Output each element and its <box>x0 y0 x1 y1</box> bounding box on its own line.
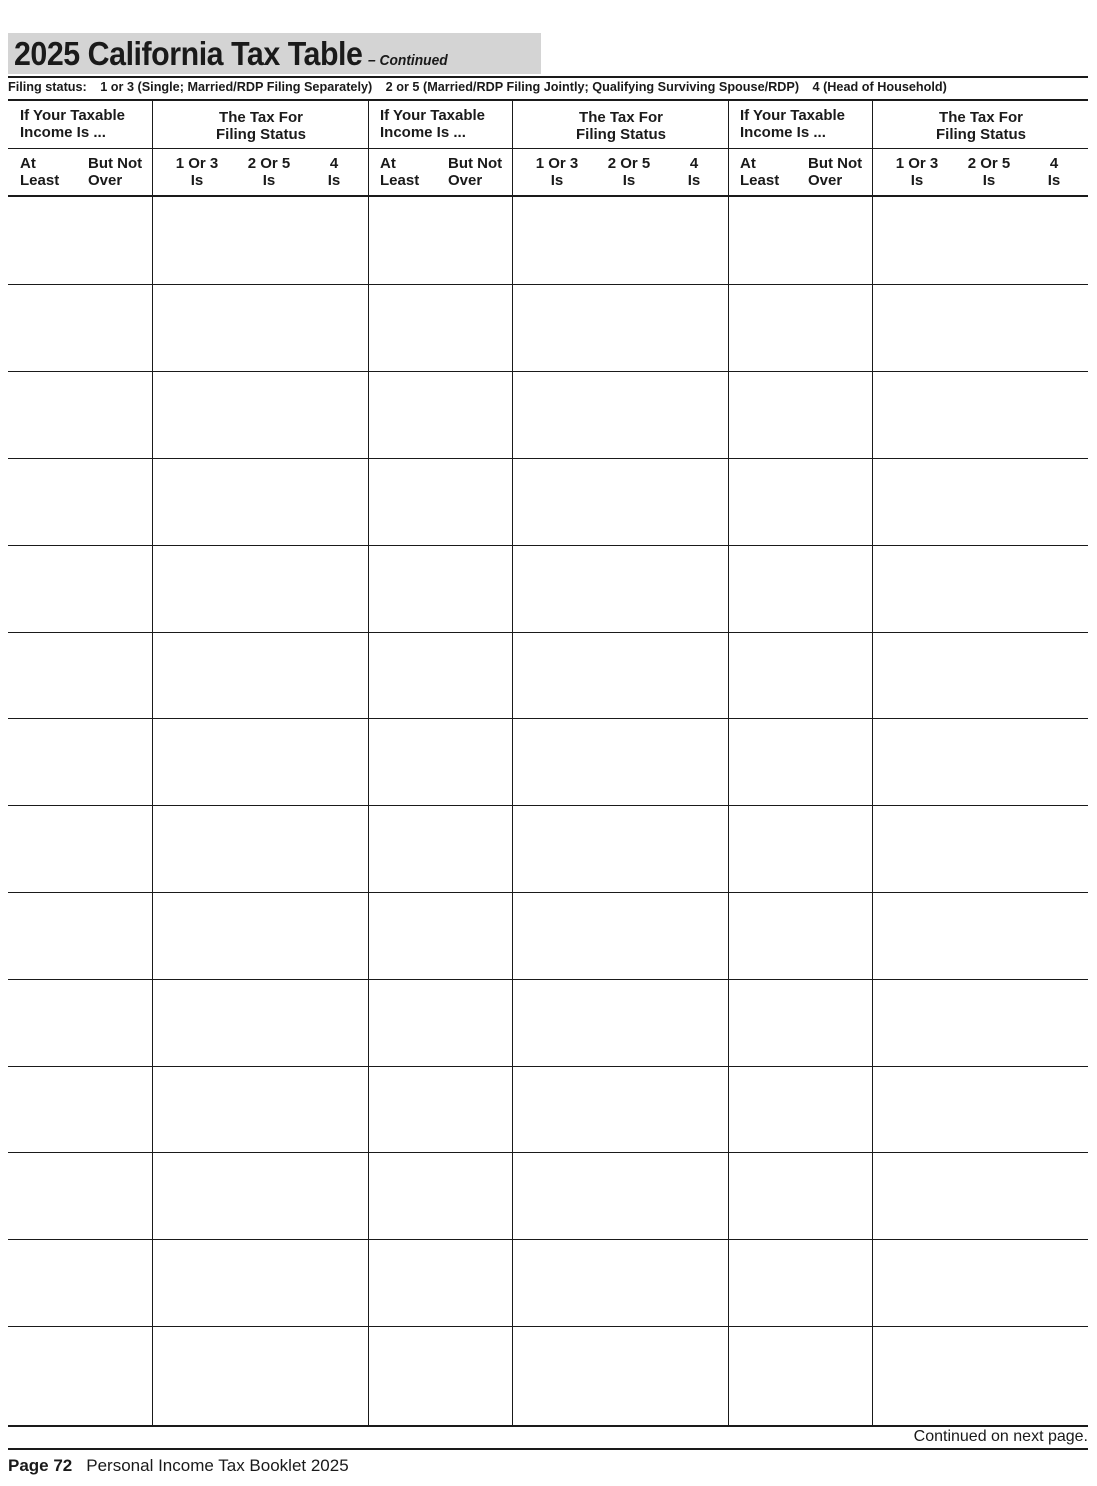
column-divider <box>728 101 729 1425</box>
section-rule <box>8 1326 1088 1327</box>
section-rule <box>8 1066 1088 1067</box>
section-rule <box>8 545 1088 546</box>
rule-filing <box>8 99 1088 101</box>
title-text: 2025 California Tax Table <box>14 35 363 72</box>
header-status-4: 4 Is <box>327 155 341 189</box>
section-rule <box>8 805 1088 806</box>
header-tax-group: The Tax For Filing Status <box>576 109 666 143</box>
header-status-1-or-3: 1 Or 3 Is <box>175 155 219 189</box>
column-divider <box>512 101 513 1425</box>
page-number: Page 72 <box>8 1456 73 1475</box>
filing-status-line <box>8 79 1045 94</box>
footer-rule <box>8 1448 1088 1450</box>
continued-next-page: Continued on next page. <box>913 1428 1088 1445</box>
header-at-least: At Least <box>380 155 420 189</box>
column-divider <box>368 101 369 1425</box>
section-rule <box>8 371 1088 372</box>
booklet-name: Personal Income Tax Booklet 2025 <box>86 1456 349 1475</box>
header-income-group: If Your Taxable Income Is ... <box>380 107 486 141</box>
filing-status-option-2-5: 2 or 5 (Married/RDP Filing Jointly; Qualifying Surviving Spouse/RDP) <box>385 79 800 94</box>
section-rule <box>8 1152 1088 1153</box>
header-status-2-or-5: 2 Or 5 Is <box>247 155 291 189</box>
section-rule <box>8 458 1088 459</box>
rule-top <box>8 76 1088 78</box>
page-footer <box>8 1456 349 1476</box>
page-title <box>14 33 448 81</box>
header-status-4: 4 Is <box>1047 155 1061 189</box>
header-income-group: If Your Taxable Income Is ... <box>20 107 126 141</box>
section-rule <box>8 718 1088 719</box>
header-but-not-over: But Not Over <box>808 155 863 189</box>
filing-status-option-4: 4 (Head of Household) <box>812 79 947 94</box>
column-divider <box>872 101 873 1425</box>
header-rule-2 <box>8 195 1088 197</box>
header-income-group: If Your Taxable Income Is ... <box>740 107 846 141</box>
title-continued: – Continued <box>367 52 448 69</box>
header-status-2-or-5: 2 Or 5 Is <box>967 155 1011 189</box>
section-rule <box>8 284 1088 285</box>
header-status-1-or-3: 1 Or 3 Is <box>535 155 579 189</box>
section-rule <box>8 632 1088 633</box>
header-status-4: 4 Is <box>687 155 701 189</box>
header-at-least: At Least <box>20 155 60 189</box>
header-at-least: At Least <box>740 155 780 189</box>
filing-status-option-1-3: 1 or 3 (Single; Married/RDP Filing Separately) <box>100 79 373 94</box>
header-status-2-or-5: 2 Or 5 Is <box>607 155 651 189</box>
section-rule <box>8 892 1088 893</box>
table-bottom-rule <box>8 1425 1088 1427</box>
filing-status-label: Filing status: <box>8 79 87 94</box>
section-rule <box>8 979 1088 980</box>
header-rule-1 <box>8 148 1088 149</box>
column-divider <box>152 101 153 1425</box>
header-tax-group: The Tax For Filing Status <box>216 109 306 143</box>
section-rule <box>8 1239 1088 1240</box>
header-but-not-over: But Not Over <box>88 155 143 189</box>
header-tax-group: The Tax For Filing Status <box>936 109 1026 143</box>
header-but-not-over: But Not Over <box>448 155 503 189</box>
header-status-1-or-3: 1 Or 3 Is <box>895 155 939 189</box>
